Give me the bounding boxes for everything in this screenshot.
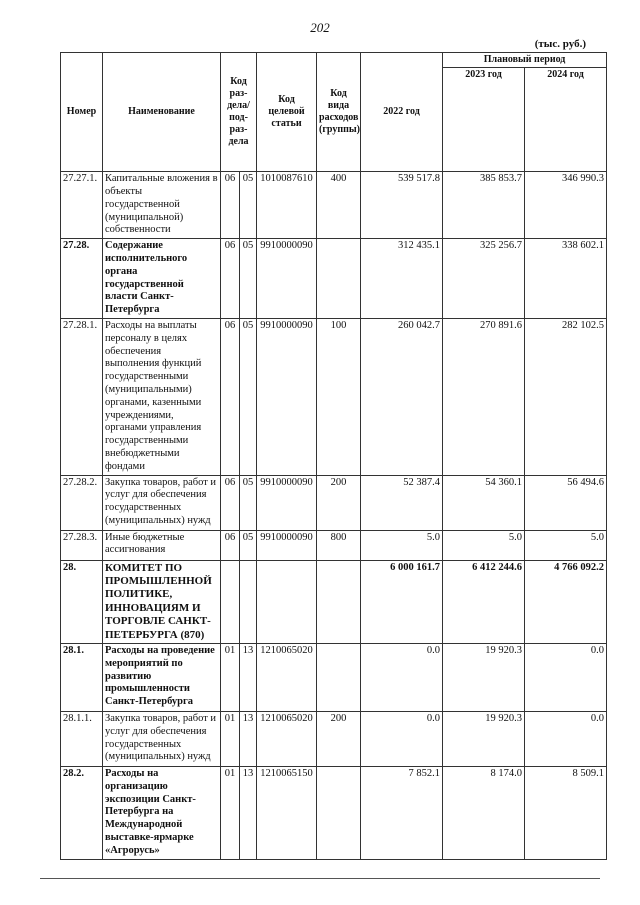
row-subsection bbox=[240, 560, 257, 643]
row-target-code: 1210065020 bbox=[257, 711, 317, 766]
row-value-2024: 5.0 bbox=[525, 530, 607, 560]
row-name: Закупка товаров, работ и услуг для обеспечения государственных (муниципальных) нужд bbox=[103, 475, 221, 530]
row-expense-type bbox=[317, 239, 361, 319]
header-planned-period: Плановый период bbox=[443, 53, 607, 68]
row-expense-type: 800 bbox=[317, 530, 361, 560]
row-value-2022: 260 042.7 bbox=[361, 318, 443, 475]
row-name: КОМИТЕТ ПО ПРОМЫШЛЕННОЙ ПОЛИТИКЕ, ИННОВАЦИЯМ И ТОРГОВЛЕ САНКТ-ПЕТЕРБУРГА (870) bbox=[103, 560, 221, 643]
row-value-2023: 270 891.6 bbox=[443, 318, 525, 475]
row-subsection: 13 bbox=[240, 766, 257, 859]
row-value-2022: 52 387.4 bbox=[361, 475, 443, 530]
row-subsection: 05 bbox=[240, 172, 257, 239]
row-number: 28.1. bbox=[61, 643, 103, 711]
row-number: 27.28.3. bbox=[61, 530, 103, 560]
header-year-2022: 2022 год bbox=[361, 53, 443, 172]
row-target-code: 1210065020 bbox=[257, 643, 317, 711]
row-expense-type: 200 bbox=[317, 475, 361, 530]
table-row bbox=[61, 643, 607, 711]
page-number: 202 bbox=[310, 20, 330, 35]
row-target-code: 9910000090 bbox=[257, 475, 317, 530]
units-label: (тыс. руб.) bbox=[534, 38, 586, 50]
row-section: 01 bbox=[221, 711, 240, 766]
row-number: 27.27.1. bbox=[61, 172, 103, 239]
row-section: 01 bbox=[221, 766, 240, 859]
row-name: Иные бюджетные ассигнования bbox=[103, 530, 221, 560]
row-value-2023: 5.0 bbox=[443, 530, 525, 560]
row-subsection: 13 bbox=[240, 711, 257, 766]
row-value-2022: 5.0 bbox=[361, 530, 443, 560]
row-target-code: 9910000090 bbox=[257, 318, 317, 475]
row-name: Расходы на организацию экспозиции Санкт-Петербурга на Международной выставке-ярмарке «Агрорусь» bbox=[103, 766, 221, 859]
row-subsection: 05 bbox=[240, 475, 257, 530]
row-value-2024: 4 766 092.2 bbox=[525, 560, 607, 643]
row-subsection: 05 bbox=[240, 239, 257, 319]
row-number: 27.28. bbox=[61, 239, 103, 319]
row-target-code bbox=[257, 560, 317, 643]
table-row bbox=[61, 172, 607, 239]
header-year-2024: 2024 год bbox=[525, 68, 607, 172]
row-name: Закупка товаров, работ и услуг для обеспечения государственных (муниципальных) нужд bbox=[103, 711, 221, 766]
row-name: Капитальные вложения в объекты государственной (муниципальной) собственности bbox=[103, 172, 221, 239]
row-section: 06 bbox=[221, 530, 240, 560]
row-expense-type bbox=[317, 643, 361, 711]
table-row bbox=[61, 530, 607, 560]
row-section: 06 bbox=[221, 239, 240, 319]
row-value-2024: 56 494.6 bbox=[525, 475, 607, 530]
row-value-2024: 338 602.1 bbox=[525, 239, 607, 319]
row-section: 01 bbox=[221, 643, 240, 711]
row-number: 28.1.1. bbox=[61, 711, 103, 766]
row-value-2023: 19 920.3 bbox=[443, 643, 525, 711]
row-value-2024: 282 102.5 bbox=[525, 318, 607, 475]
row-target-code: 1210065150 bbox=[257, 766, 317, 859]
row-value-2024: 0.0 bbox=[525, 643, 607, 711]
row-value-2023: 6 412 244.6 bbox=[443, 560, 525, 643]
table-row bbox=[61, 239, 607, 319]
row-target-code: 1010087610 bbox=[257, 172, 317, 239]
row-value-2023: 325 256.7 bbox=[443, 239, 525, 319]
table-row bbox=[61, 475, 607, 530]
row-target-code: 9910000090 bbox=[257, 530, 317, 560]
page-bottom-divider bbox=[40, 878, 600, 879]
budget-table bbox=[60, 52, 607, 860]
row-target-code: 9910000090 bbox=[257, 239, 317, 319]
row-section: 06 bbox=[221, 172, 240, 239]
row-section bbox=[221, 560, 240, 643]
header-section-code: Код раз-дела/ под-раз-дела bbox=[221, 53, 257, 172]
header-name: Наименование bbox=[103, 53, 221, 172]
row-value-2024: 0.0 bbox=[525, 711, 607, 766]
row-subsection: 05 bbox=[240, 530, 257, 560]
row-name: Содержание исполнительного органа государственной власти Санкт-Петербурга bbox=[103, 239, 221, 319]
row-value-2022: 0.0 bbox=[361, 643, 443, 711]
row-expense-type bbox=[317, 560, 361, 643]
table-row bbox=[61, 560, 607, 643]
header-year-2023: 2023 год bbox=[443, 68, 525, 172]
row-value-2022: 0.0 bbox=[361, 711, 443, 766]
row-value-2022: 6 000 161.7 bbox=[361, 560, 443, 643]
header-target-code: Код целевой статьи bbox=[257, 53, 317, 172]
header-expense-type-code: Код вида расходов (группы) bbox=[317, 53, 361, 172]
row-number: 27.28.2. bbox=[61, 475, 103, 530]
row-expense-type: 400 bbox=[317, 172, 361, 239]
row-subsection: 13 bbox=[240, 643, 257, 711]
table-row bbox=[61, 318, 607, 475]
row-value-2023: 385 853.7 bbox=[443, 172, 525, 239]
row-section: 06 bbox=[221, 318, 240, 475]
header-number: Номер bbox=[61, 53, 103, 172]
table-row bbox=[61, 711, 607, 766]
row-value-2023: 8 174.0 bbox=[443, 766, 525, 859]
row-name: Расходы на проведение мероприятий по развитию промышленности Санкт-Петербурга bbox=[103, 643, 221, 711]
row-value-2023: 54 360.1 bbox=[443, 475, 525, 530]
row-section: 06 bbox=[221, 475, 240, 530]
row-value-2023: 19 920.3 bbox=[443, 711, 525, 766]
row-value-2022: 539 517.8 bbox=[361, 172, 443, 239]
row-number: 28. bbox=[61, 560, 103, 643]
row-value-2024: 346 990.3 bbox=[525, 172, 607, 239]
row-expense-type: 200 bbox=[317, 711, 361, 766]
row-expense-type: 100 bbox=[317, 318, 361, 475]
row-number: 28.2. bbox=[61, 766, 103, 859]
row-value-2022: 7 852.1 bbox=[361, 766, 443, 859]
row-expense-type bbox=[317, 766, 361, 859]
row-name: Расходы на выплаты персоналу в целях обеспечения выполнения функций государственными (муниципальными) органами, казенными учреждениями, органами управления государственными внебюджетными фондами bbox=[103, 318, 221, 475]
row-value-2022: 312 435.1 bbox=[361, 239, 443, 319]
row-number: 27.28.1. bbox=[61, 318, 103, 475]
table-row bbox=[61, 766, 607, 859]
row-value-2024: 8 509.1 bbox=[525, 766, 607, 859]
row-subsection: 05 bbox=[240, 318, 257, 475]
